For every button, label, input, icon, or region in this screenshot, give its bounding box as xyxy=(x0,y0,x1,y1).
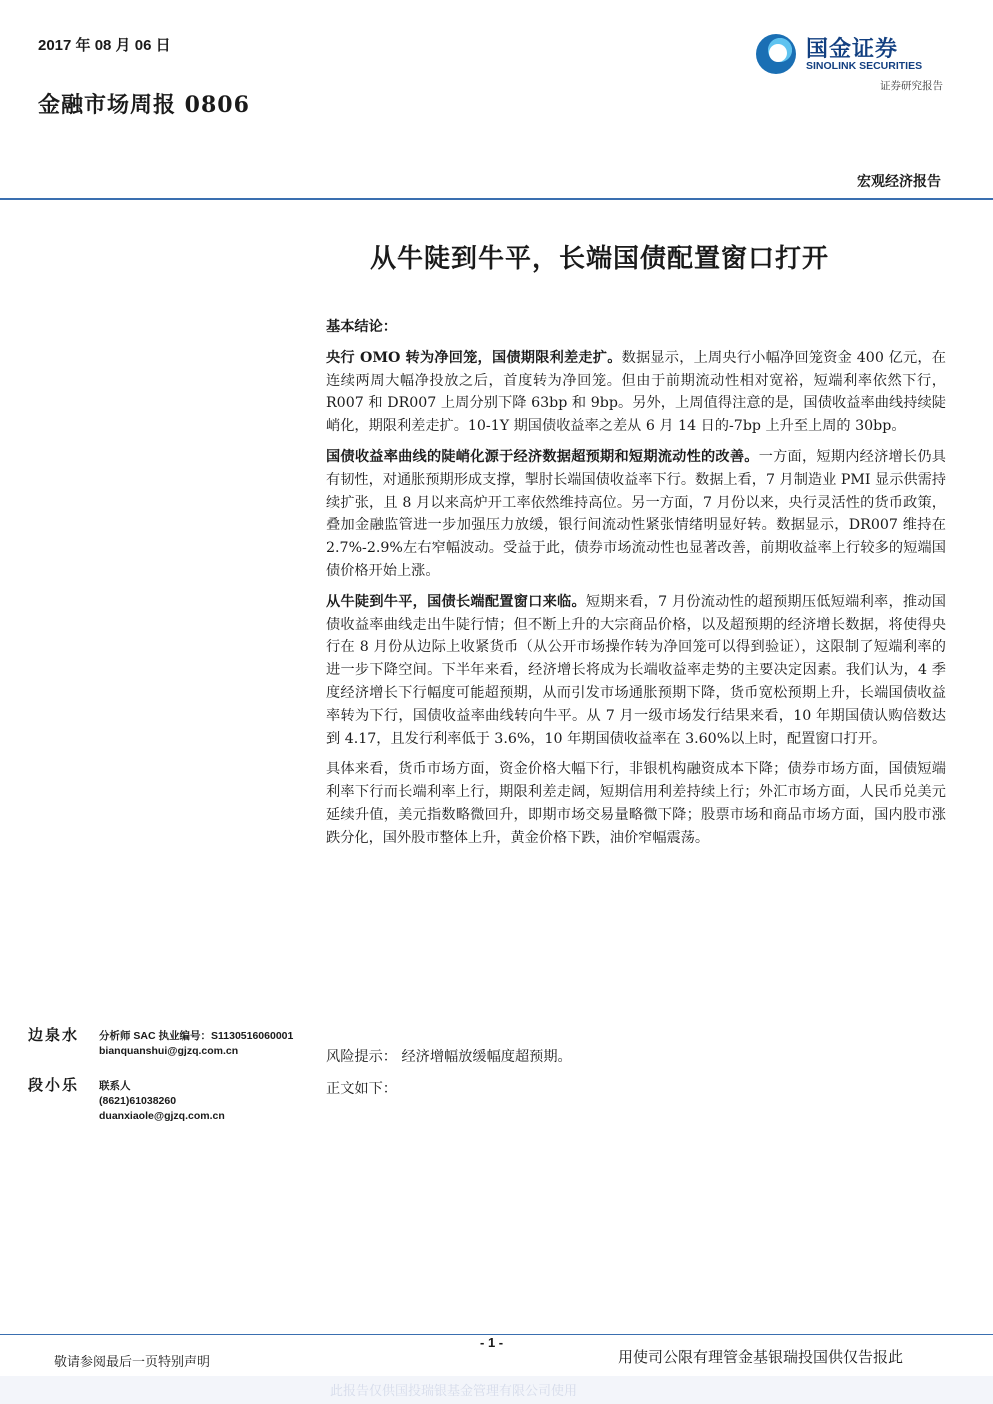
company-logo xyxy=(756,30,946,76)
summary-paragraph xyxy=(326,591,946,751)
licensee-note: 用使司公限有理管金基银瑞投国供仅告报此 xyxy=(618,1348,904,1366)
summary-heading: 基本结论： xyxy=(326,319,397,335)
risk-warning: 风险提示： 经济增幅放缓幅度超预期。 xyxy=(326,1049,572,1065)
report-title: 从牛陡到牛平，长端国债配置窗口打开 xyxy=(370,244,830,274)
author-phone: (8621)61038260 xyxy=(99,1095,177,1107)
author-email[interactable]: bianquanshui@gjzq.com.cn xyxy=(99,1045,239,1057)
paragraph-lead: 央行 OMO 转为净回笼，国债期限利差走扩。 xyxy=(326,349,622,366)
author-credential: 分析师 SAC 执业编号：S1130516060001 xyxy=(99,1030,294,1042)
paragraph-text: 数据显示，上周央行小幅净回笼资金 400 亿元，在连续两周大幅净投放之后，首度转为净回笼。但由于前期流动性相对宽裕，短端利率依然下行，R007 和 DR007 上周分别下降 63bp 和 9bp。另外，上周值得注意的是，国债收益率曲线持续陡峭化，期限利差走扩。10-1Y 期国债收益率之差从 6 月 14 日的-7bp 上升至上周的 30bp。 xyxy=(326,349,946,435)
author-email[interactable]: duanxiaole@gjzq.com.cn xyxy=(99,1110,225,1122)
summary-section xyxy=(326,316,946,858)
report-category: 宏观经济报告 xyxy=(857,174,941,190)
author-role: 联系人 xyxy=(99,1080,131,1092)
author-card xyxy=(28,1074,318,1122)
summary-paragraph xyxy=(326,347,946,438)
paragraph-text: 一方面，短期内经济增长仍具有韧性，对通胀预期形成支撑，掣肘长端国债收益率下行。数据上看，7 月制造业 PMI 显示供需持续扩张，且 8 月以来高炉开工率依然维持高位。另一方面，7 月份以来，央行灵活性的货币政策，叠加金融监管进一步加强压力放缓，银行间流动性紧张情绪明显好转。数据显示，DR007 维持在 2.7%-2.9%左右窄幅波动。受益于此，债券市场流动性也显著改善，前期收益率上行较多的短端国债价格开始上涨。 xyxy=(326,448,946,579)
author-info xyxy=(99,1029,293,1059)
summary-paragraph xyxy=(326,758,946,849)
report-type-label: 证券研究报告 xyxy=(880,80,943,92)
author-name: 段小乐 xyxy=(28,1076,80,1094)
author-name: 边泉水 xyxy=(28,1026,80,1044)
body-follows-label: 正文如下： xyxy=(326,1081,397,1097)
paragraph-lead: 从牛陡到牛平，国债长端配置窗口来临。 xyxy=(326,593,586,610)
paragraph-text: 具体来看，货币市场方面，资金价格大幅下行，非银机构融资成本下降；债券市场方面，国债短端利率下行而长端利率上行，期限利差走阔，短期信用利差持续上行；外汇市场方面，人民币兑美元延续升值，美元指数略微回升，即期市场交易量略微下降；股票市场和商品市场方面，国内股市涨跌分化，国外股市整体上升，黄金价格下跌，油价窄幅震荡。 xyxy=(326,761,946,846)
author-card xyxy=(28,1024,318,1072)
report-date: 2017 年 08 月 06 日 xyxy=(38,37,171,54)
page-number: - 1 - xyxy=(480,1335,504,1350)
summary-paragraph xyxy=(326,446,946,583)
author-list xyxy=(28,1024,318,1122)
weekly-title: 金融市场周报 0806 xyxy=(38,92,250,118)
logo-text-cn: 国金证券 xyxy=(806,37,899,62)
logo-text-en: SINOLINK SECURITIES xyxy=(806,60,923,72)
watermark-text: 此报告仅供国投瑞银基金管理有限公司使用 xyxy=(330,1384,578,1399)
author-info xyxy=(99,1079,225,1124)
paragraph-text: 短期来看，7 月份流动性的超预期压低短端利率，推动国债收益率曲线走出牛陡行情；但不断上升的大宗商品价格，以及超预期的经济增长数据，将使得央行在 8 月份从边际上收紧货币（从公开市场操作转为净回笼可以得到验证），这限制了短端利率的进一步下降空间。下半年来看，经济增长将成为长端收益率走势的主要决定因素。我们认为，4 季度经济增长下行幅度可能超预期，从而引发市场通胀预期下降，货币宽松预期上升，长端国债收益率转为下行，国债收益率曲线转向牛平。从 7 月一级市场发行结果来看，10 年期国债认购倍数达到 4.17，且发行利率低于 3.6%，10 年期国债收益率在 3.60%以上时，配置窗口打开。 xyxy=(326,593,946,747)
logo-mark-icon xyxy=(756,34,796,74)
paragraph-lead: 国债收益率曲线的陡峭化源于经济数据超预期和短期流动性的改善。 xyxy=(326,448,759,465)
header-divider xyxy=(0,198,993,200)
disclaimer-note: 敬请参阅最后一页特别声明 xyxy=(54,1355,211,1370)
